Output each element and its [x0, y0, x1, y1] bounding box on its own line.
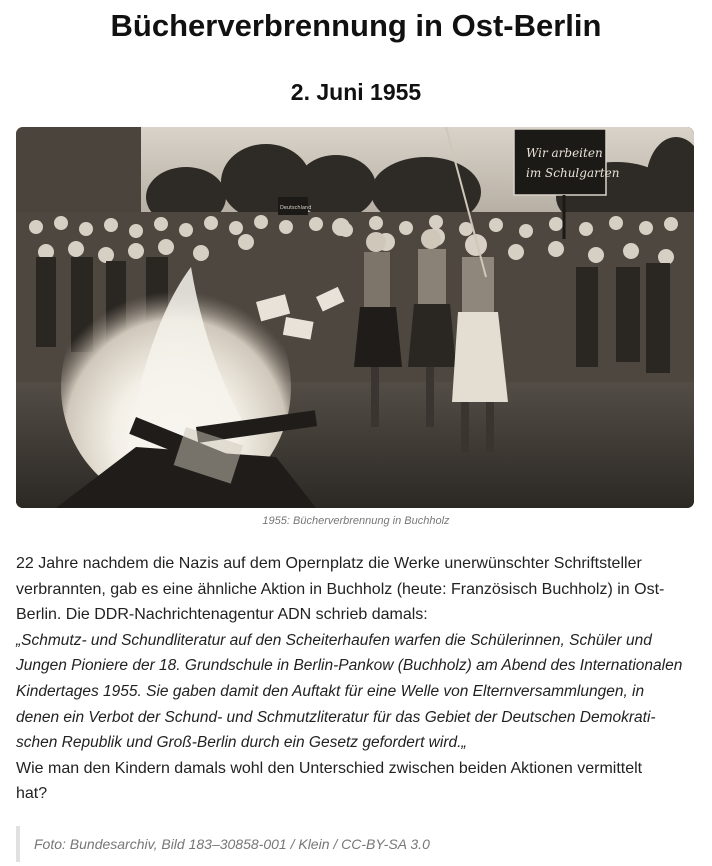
photo-caption: 1955: Bücherverbrennung in Buchholz	[262, 515, 450, 527]
photo-credit-quote	[16, 826, 700, 862]
sign-text-line-1: Wir arbeiten	[526, 146, 603, 160]
sign-text-line-2: im Schulgarten	[526, 166, 620, 180]
intro-line: verbrannten, gab es eine ähnliche Aktion in Buchholz (heute: Französisch Buchholz) in Ost-	[16, 580, 665, 598]
closing-line: hat?	[16, 785, 48, 803]
photo-credit: Foto: Bundesarchiv, Bild 183–30858-001 / Klein / CC-BY-SA 3.0	[34, 836, 430, 852]
article-body	[16, 551, 700, 807]
article-date: 2. Juni 1955	[290, 79, 422, 105]
article-photo	[16, 127, 694, 508]
intro-line: Berlin. Die DDR-Nachrichtenagentur ADN schrieb damals:	[16, 606, 428, 624]
quote-line: „Schmutz- und Schundliteratur auf den Scheiterhaufen warfen die Schülerinnen, Schüler und	[16, 631, 652, 649]
quote-line: Jungen Pioniere der 18. Grundschule in Berlin-Pankow (Buchholz) am Abend des Internationalen	[16, 657, 683, 675]
page-title: Bücherverbrennung in Ost-Berlin	[110, 8, 602, 43]
small-sign-text: Deutschland	[280, 205, 312, 211]
quote-line: Kindertages 1955. Sie gaben damit den Auftakt für eine Welle von Elternversammlungen, in	[16, 682, 645, 700]
quote-line: denen ein Verbot der Schund- und Schmutzliteratur für das Gebiet der Deutschen Demokrati-	[16, 708, 656, 726]
intro-line: 22 Jahre nachdem die Nazis auf dem Opernplatz die Werke unerwünschter Schriftsteller	[16, 555, 642, 572]
closing-line: Wie man den Kindern damals wohl den Unterschied zwischen beiden Aktionen vermittelt	[16, 759, 643, 777]
quote-line: schen Republik und Groß-Berlin durch ein Gesetz gefordert wird.„	[16, 734, 467, 752]
